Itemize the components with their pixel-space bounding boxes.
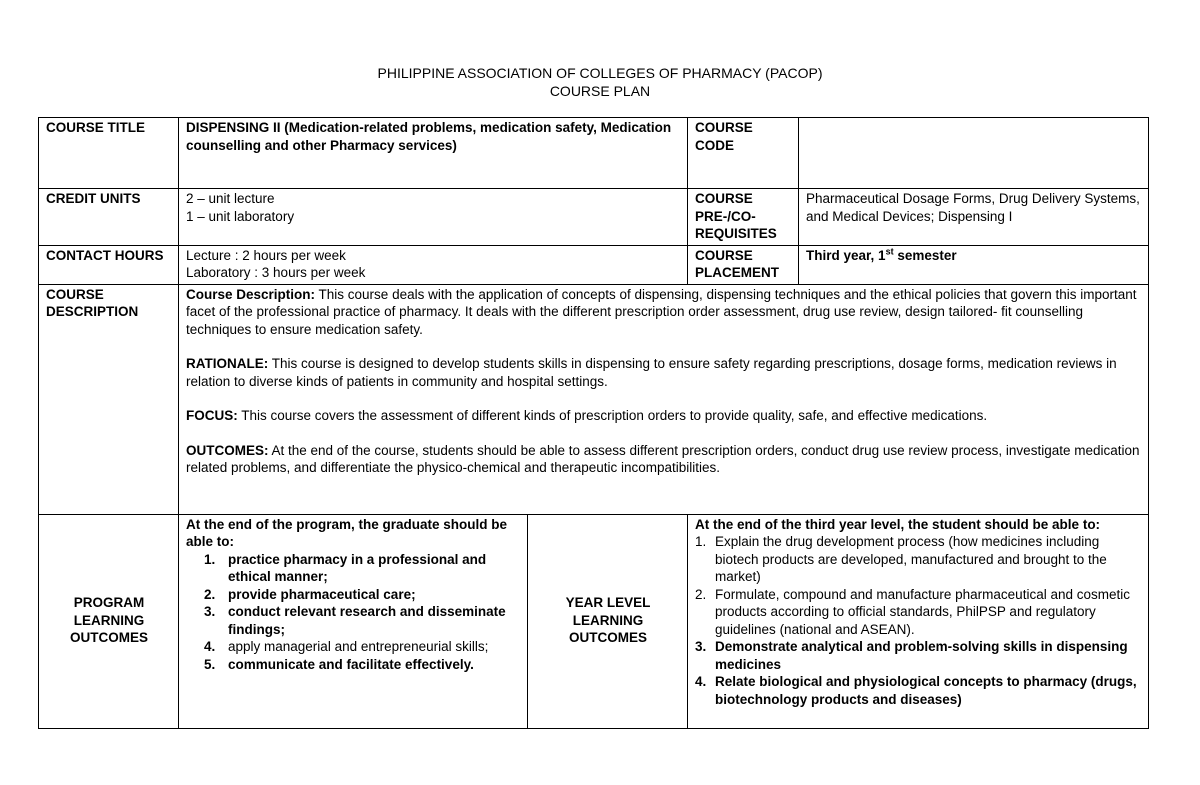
row-contact-hours [39, 245, 1149, 284]
placement-value [799, 245, 1149, 284]
row-learning-outcomes [39, 514, 1149, 728]
program-outcomes-intro: At the end of the program, the graduate should be able to: [186, 516, 508, 549]
outcomes-paragraph [186, 442, 1142, 477]
row-course-title [39, 118, 1149, 189]
year-outcomes-body [688, 514, 1149, 728]
contact-hours-lecture: Lecture : 2 hours per week [186, 247, 346, 263]
placement-ordinal: st [885, 246, 894, 256]
course-code-label: COURSE CODE [688, 118, 799, 189]
credit-units-lecture: 2 – unit lecture [186, 191, 275, 206]
paragraph-heading: Course Description: [186, 286, 316, 302]
row-credit-units [39, 189, 1149, 246]
placement-semester: semester [893, 247, 957, 263]
placement-label: COURSE PLACEMENT [688, 245, 799, 284]
list-item: 5. communicate and facilitate effectively. [204, 656, 474, 672]
contact-hours-value [179, 245, 688, 284]
year-outcomes-list [695, 533, 1142, 708]
document-header [0, 64, 1200, 100]
description-body [179, 284, 1149, 514]
course-title-value: DISPENSING II (Medication-related problems, medication safety, Medication counselling and other Pharmacy services) [179, 118, 688, 189]
paragraph-text: This course deals with the application of concepts of dispensing, dispensing techniques and the ethical policies that govern this important facet of the professional practice of pharmacy. It deals with the different prescription order assessment, drug use review, design tailored- fit counselling techniques to ensure medication safety. [186, 286, 1137, 337]
focus-paragraph [186, 407, 1142, 425]
program-outcomes-label: PROGRAM LEARNING OUTCOMES [39, 514, 179, 728]
row-description [39, 284, 1149, 514]
list-item: 4. Relate biological and physiological concepts to pharmacy (drugs, biotechnology products and diseases) [695, 674, 1137, 707]
prerequisites-value: Pharmaceutical Dosage Forms, Drug Delivery Systems, and Medical Devices; Dispensing I [799, 189, 1149, 246]
list-item: 2. provide pharmaceutical care; [204, 586, 416, 602]
plan-title: COURSE PLAN [549, 83, 651, 99]
year-outcomes-intro: At the end of the third year level, the student should be able to: [695, 516, 1101, 532]
contact-hours-label: CONTACT HOURS [39, 245, 179, 284]
description-paragraph [186, 286, 1142, 339]
list-item: 3. conduct relevant research and disseminate findings; [204, 604, 506, 637]
program-outcomes-body [179, 514, 528, 728]
paragraph-text: At the end of the course, students should be able to assess different prescription orders, conduct drug use review process, investigate medication related problems, and differentiate the physico-chemical and therapeutic incompatibilities. [186, 442, 1140, 475]
description-label: COURSE DESCRIPTION [39, 284, 179, 514]
rationale-paragraph [186, 355, 1142, 390]
prerequisites-label: COURSE PRE-/CO-REQUISITES [688, 189, 799, 246]
course-code-value [799, 118, 1149, 189]
paragraph-heading: OUTCOMES: [186, 442, 269, 458]
paragraph-text: This course covers the assessment of different kinds of prescription orders to provide quality, safe, and effective medications. [237, 408, 988, 423]
list-item: 1. Explain the drug development process (how medicines including biotech products are developed, manufactured and brought to the market) [695, 534, 1107, 584]
list-item: 4. apply managerial and entrepreneurial skills; [204, 639, 489, 654]
paragraph-text: This course is designed to develop students skills in dispensing to ensure safety regarding prescriptions, dosage forms, medication reviews in relation to diverse kinds of patients in community and hospital settings. [186, 356, 1117, 389]
paragraph-heading: RATIONALE: [186, 356, 269, 371]
year-outcomes-label: YEAR LEVEL LEARNING OUTCOMES [528, 514, 688, 728]
placement-year: Third year, 1 [806, 247, 886, 263]
list-item: 2. Formulate, compound and manufacture pharmaceutical and cosmetic products according to official standards, PhilPSP and regulatory guidelines (national and ASEAN). [695, 586, 1130, 637]
list-item: 3. Demonstrate analytical and problem-solving skills in dispensing medicines [695, 639, 1128, 672]
association-title: PHILIPPINE ASSOCIATION OF COLLEGES OF PHARMACY (PACOP) [377, 65, 823, 81]
course-title-label: COURSE TITLE [39, 118, 179, 189]
program-outcomes-list [186, 551, 521, 674]
credit-units-laboratory: 1 – unit laboratory [186, 208, 295, 224]
contact-hours-laboratory: Laboratory : 3 hours per week [186, 265, 366, 280]
paragraph-heading: FOCUS: [186, 408, 238, 423]
credit-units-value [179, 189, 688, 246]
course-plan-table [38, 117, 1149, 729]
credit-units-label: CREDIT UNITS [39, 189, 179, 246]
list-item: 1. practice pharmacy in a professional and ethical manner; [204, 551, 487, 584]
